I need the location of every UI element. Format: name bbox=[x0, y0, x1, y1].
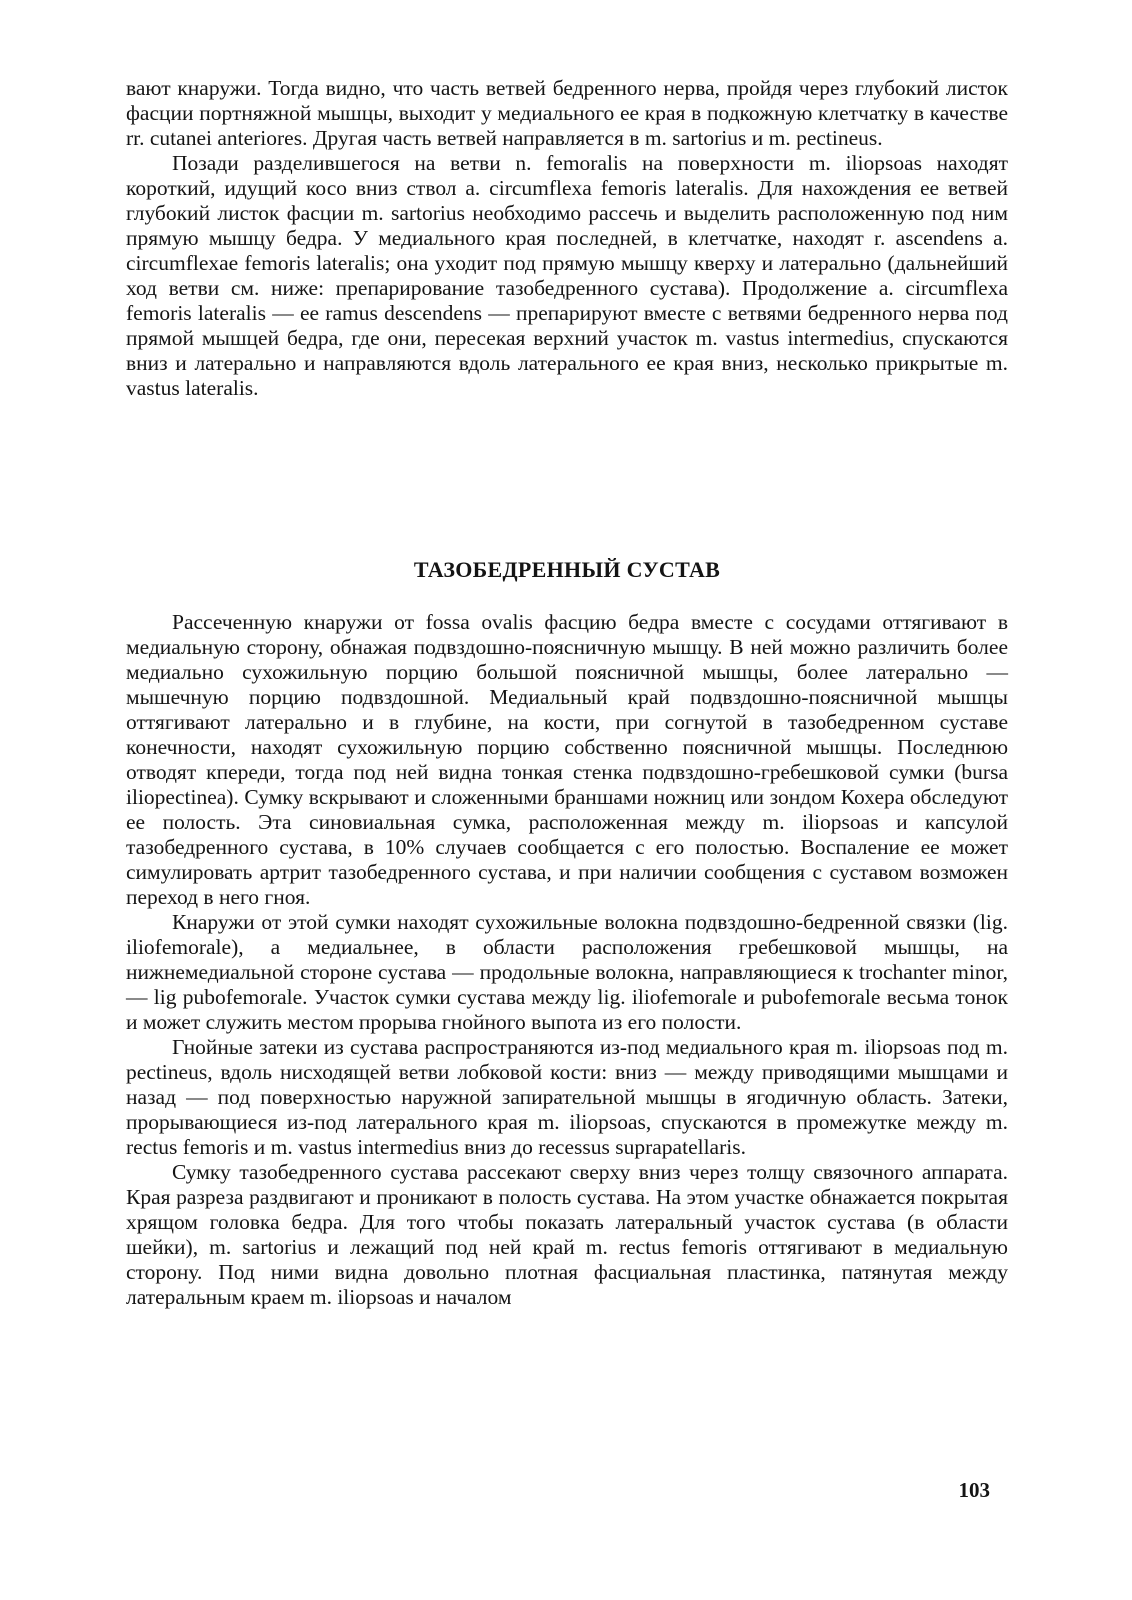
paragraph: Сумку тазобедренного сустава рассекают сверху вниз через толщу связочного аппарата. Края разреза раздвигают и проникают в полость сустава. На этом участке обнажается покрытая хрящом головка бедра. Для того чтобы показать латеральный участок сустава (в области шейки), m. sartorius и лежащий под ней край m. rectus femoris оттягивают в медиальную сторону. Под ними видна довольно плотная фасциальная пластинка, патянутая между латеральным краем m. iliopsoas и началом bbox=[126, 1160, 1008, 1309]
text-block-main bbox=[126, 610, 1008, 1310]
paragraph: Рассеченную кнаружи от fossa ovalis фасцию бедра вместе с сосудами оттягивают в медиальную сторону, обнажая подвздошно-поясничную мышцу. В ней можно различить более медиально сухожильную порцию большой поясничной мышцы, более латерально — мышечную порцию подвздошной. Медиальный край подвздошно-поясничной мышцы оттягивают латерально и в глубине, на кости, при согнутой в тазобедренном суставе конечности, находят сухожильную порцию собственно поясничной мышцы. Последнюю отводят кпереди, тогда под ней видна тонкая стенка подвздошно-гребешковой сумки (bursa iliopectinea). Сумку вскрывают и сложенными браншами ножниц или зондом Кохера обследуют ее полость. Эта синовиальная сумка, расположенная между m. iliopsoas и капсулой тазобедренного сустава, в 10% случаев сообщается с его полостью. Воспаление ее может симулировать артрит тазобедренного сустава, и при наличии сообщения с суставом возможен переход в него гноя. bbox=[126, 610, 1008, 909]
paragraph: вают кнаружи. Тогда видно, что часть ветвей бедренного нерва, пройдя через глубокий листок фасции портняжной мышцы, выходит у медиального ее края в подкожную клетчатку в качестве rr. cutanei anteriores. Другая часть ветвей направляется в m. sartorius и m. pectineus. bbox=[126, 76, 1008, 150]
paragraph: Кнаружи от этой сумки находят сухожильные волокна подвздошно-бедренной связки (lig. iliofemorale), а медиальнее, в области расположения гребешковой мышцы, на нижнемедиальной стороне сустава — продольные волокна, направляющиеся к trochanter minor, — lig pubofemorale. Участок сумки сустава между lig. iliofemorale и pubofemorale весьма тонок и может служить местом прорыва гнойного выпота из его полости. bbox=[126, 910, 1008, 1034]
paragraph: Позади разделившегося на ветви n. femoralis на поверхности m. iliopsoas находят короткий, идущий косо вниз ствол a. circumflexa femoris lateralis. Для нахождения ее ветвей глубокий листок фасции m. sartorius необходимо рассечь и выделить расположенную под ним прямую мышцу бедра. У медиального края последней, в клетчатке, находят r. ascendens a. circumflexae femoris lateralis; она уходит под прямую мышцу кверху и латерально (дальнейший ход ветви см. ниже: препарирование тазобедренного сустава). Продолжение a. circumflexa femoris lateralis — ее ramus descendens — препарируют вместе с ветвями бедренного нерва под прямой мышцей бедра, где они, пересекая верхний участок m. vastus intermedius, спускаются вниз и латерально и направляются вдоль латерального ее края вниз, несколько прикрытые m. vastus lateralis. bbox=[126, 151, 1008, 400]
paragraph: Гнойные затеки из сустава распространяются из-под медиального края m. iliopsoas под m. pectineus, вдоль нисходящей ветви лобковой кости: вниз — между приводящими мышцами и назад — под поверхностью наружной запирательной мышцы в ягодичную область. Затеки, прорывающиеся из-под латерального края m. iliopsoas, спускаются в промежутке между m. rectus femoris и m. vastus intermedius вниз до recessus suprapatellaris. bbox=[126, 1035, 1008, 1159]
page-number: 103 bbox=[958, 1478, 990, 1502]
text-block-top bbox=[126, 76, 1008, 401]
section-heading: ТАЗОБЕДРЕННЫЙ СУСТАВ bbox=[413, 557, 721, 582]
